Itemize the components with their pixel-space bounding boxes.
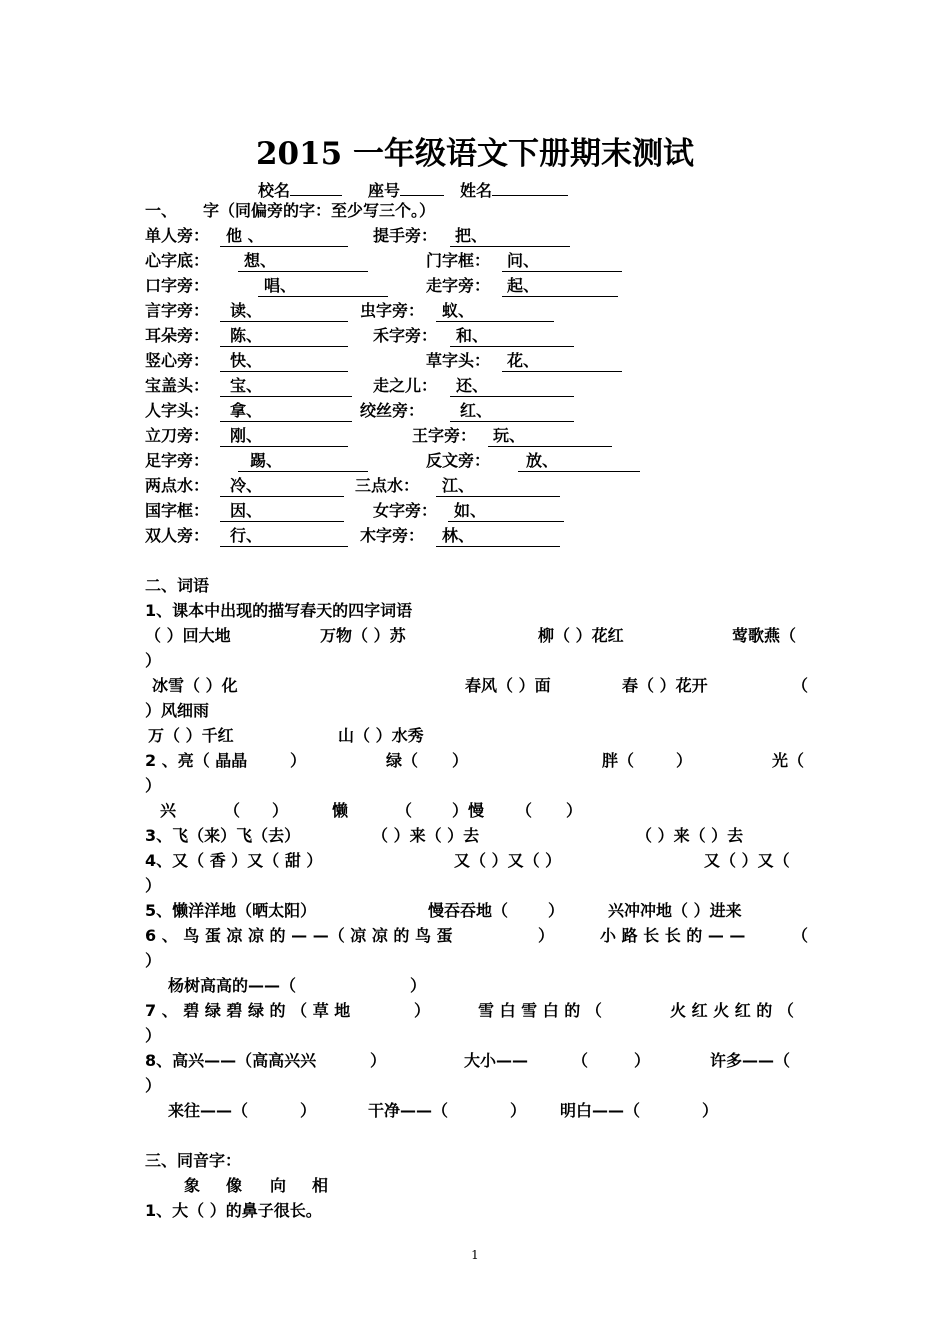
radical-label: 耳朵旁： — [145, 326, 210, 345]
q6-item: ） — [538, 926, 555, 945]
q5-item: ） — [548, 901, 565, 920]
q8-item: ） — [300, 1101, 317, 1120]
radical-answer-blank[interactable]: 还、 — [450, 376, 574, 397]
homophone-char: 像 — [226, 1176, 243, 1195]
radical-answer-blank[interactable]: 读、 — [220, 301, 348, 322]
radical-label: 人字头： — [145, 401, 210, 420]
radical-label: 门字框： — [426, 251, 491, 270]
section2-heading: 二、词语 — [145, 576, 210, 595]
radical-answer-blank[interactable]: 拿、 — [220, 401, 352, 422]
seat-label: 座号 — [368, 181, 401, 200]
radical-answer-blank[interactable]: 唱、 — [258, 276, 388, 297]
q2-item: （ — [224, 801, 241, 820]
radical-label: 走之儿： — [373, 376, 438, 395]
radical-label: 国字框： — [145, 501, 210, 520]
seat-field — [368, 175, 444, 202]
radical-answer-blank[interactable]: 把、 — [450, 226, 570, 247]
radical-answer-blank[interactable]: 行、 — [220, 526, 348, 547]
radical-label: 禾字旁： — [373, 326, 438, 345]
q2-item: （ — [516, 801, 533, 820]
q8-item: 许多——（ — [710, 1051, 791, 1070]
radical-answer-blank[interactable]: 快、 — [220, 351, 348, 372]
q2-item: ）慢 — [452, 801, 485, 820]
q8-item: ） — [702, 1101, 719, 1120]
q4-item: 4、又（ 香 ）又（ 甜 ） — [145, 851, 323, 870]
radical-answer-blank[interactable]: 玩、 — [488, 426, 612, 447]
q2-item: 懒 — [332, 801, 349, 820]
radical-label: 提手旁： — [373, 226, 438, 245]
q7-item: 雪 白 雪 白 的 （ — [478, 1001, 602, 1020]
q2-item: 2 、亮（ 晶晶 — [145, 751, 248, 770]
q5-item: 慢吞吞地（ — [428, 901, 509, 920]
q6-item: 小 路 长 长 的 — — — [600, 926, 746, 945]
q6-item: ） — [145, 951, 162, 970]
q1-item: ）风细雨 — [145, 701, 210, 720]
radical-answer-blank[interactable]: 想、 — [238, 251, 368, 272]
radical-label: 心字底： — [145, 251, 210, 270]
q7-item: ） — [145, 1026, 162, 1045]
radical-answer-blank[interactable]: 踢、 — [238, 451, 368, 472]
q6-item: ） — [410, 976, 427, 995]
radical-label: 王字旁： — [412, 426, 477, 445]
radical-label: 单人旁： — [145, 226, 210, 245]
q1-item: （ — [792, 676, 809, 695]
radical-answer-blank[interactable]: 江、 — [436, 476, 560, 497]
school-label: 校名 — [258, 181, 291, 200]
page-title: 2015 一年级语文下册期末测试 — [255, 136, 695, 172]
q1-item: ） — [145, 651, 162, 670]
q1-item: 柳（ ）花红 — [538, 626, 624, 645]
q8-item: ） — [510, 1101, 527, 1120]
q2-item: ） — [452, 751, 469, 770]
radical-label: 草字头： — [426, 351, 491, 370]
radical-answer-blank[interactable]: 蚁、 — [436, 301, 554, 322]
radical-label: 反文旁： — [426, 451, 491, 470]
radical-answer-blank[interactable]: 如、 — [448, 501, 564, 522]
q5-item: 兴冲冲地（ ）进来 — [608, 901, 742, 920]
homophone-char: 向 — [270, 1176, 287, 1195]
q1-item: 春风（ ）面 — [465, 676, 551, 695]
seat-blank[interactable] — [400, 175, 444, 196]
radical-label: 足字旁： — [145, 451, 210, 470]
q1-item: 春（ ）花开 — [622, 676, 708, 695]
section1-instruction: 字（同偏旁的字：至少写三个。） — [203, 201, 436, 220]
radical-answer-blank[interactable]: 花、 — [502, 351, 622, 372]
q3-item: 3、飞（来）飞（去） — [145, 826, 301, 845]
radical-label: 立刀旁： — [145, 426, 210, 445]
radical-label: 竖心旁： — [145, 351, 210, 370]
radical-answer-blank[interactable]: 红、 — [450, 401, 574, 422]
homophone-char: 象 — [184, 1176, 201, 1195]
radical-label: 两点水： — [145, 476, 210, 495]
q1-title: 1、课本中出现的描写春天的四字词语 — [145, 601, 413, 620]
q4-item: 又（ ）又（ ） — [454, 851, 562, 870]
radical-answer-blank[interactable]: 因、 — [220, 501, 344, 522]
q8-item: 明白——（ — [560, 1101, 641, 1120]
radical-label: 三点水： — [355, 476, 420, 495]
name-blank[interactable] — [492, 175, 568, 196]
page-number: 1 — [471, 1248, 479, 1262]
radical-answer-blank[interactable]: 冷、 — [220, 476, 344, 497]
q8-item: 大小—— — [464, 1051, 529, 1070]
q2-item: ） — [676, 751, 693, 770]
radical-label: 走字旁： — [426, 276, 491, 295]
school-blank[interactable] — [290, 175, 342, 196]
q8-item: 来往——（ — [168, 1101, 249, 1120]
radical-answer-blank[interactable]: 他 、 — [220, 226, 348, 247]
q2-item: 绿（ — [386, 751, 419, 770]
radical-answer-blank[interactable]: 林、 — [436, 526, 560, 547]
q7-item: 7 、 碧 绿 碧 绿 的 （ 草 地 — [145, 1001, 351, 1020]
q8-item: ） — [634, 1051, 651, 1070]
section3-heading: 三、同音字： — [145, 1151, 242, 1170]
q8-item: ） — [145, 1076, 162, 1095]
radical-answer-blank[interactable]: 问、 — [502, 251, 622, 272]
radical-label: 虫字旁： — [360, 301, 425, 320]
q2-item: 兴 — [160, 801, 177, 820]
q4-item: ） — [145, 876, 162, 895]
q1-item: （ ）回大地 — [145, 626, 231, 645]
q1-item: 万（ ）千红 — [148, 726, 234, 745]
q6-item: 杨树高高的——（ — [168, 976, 297, 995]
q1-item: 万物（ ）苏 — [320, 626, 406, 645]
section1-number: 一、 — [145, 201, 178, 220]
q2-item: ） — [290, 751, 307, 770]
homophone-char: 相 — [312, 1176, 329, 1195]
name-label: 姓名 — [460, 181, 493, 200]
name-field — [460, 175, 568, 202]
q2-item: 光（ — [772, 751, 805, 770]
q6-item: 6 、 鸟 蛋 凉 凉 的 — —（ 凉 凉 的 鸟 蛋 — [145, 926, 453, 945]
section1-heading — [145, 200, 177, 222]
radical-label: 女字旁： — [373, 501, 438, 520]
radical-label: 口字旁： — [145, 276, 210, 295]
radical-answer-blank[interactable]: 陈、 — [220, 326, 348, 347]
radical-label: 绞丝旁： — [360, 401, 425, 420]
q6-item: （ — [792, 926, 809, 945]
q8-item: ） — [370, 1051, 387, 1070]
section3-q1: 1、大（ ）的鼻子很长。 — [145, 1201, 322, 1220]
q8-item: （ — [572, 1051, 589, 1070]
radical-label: 木字旁： — [360, 526, 425, 545]
school-field — [258, 175, 342, 202]
q2-item: 胖（ — [602, 751, 635, 770]
q7-item: ） — [414, 1001, 431, 1020]
radical-answer-blank[interactable]: 放、 — [518, 451, 640, 472]
q4-item: 又（ ）又（ — [704, 851, 790, 870]
radical-label: 言字旁： — [145, 301, 210, 320]
q2-item: ） — [272, 801, 289, 820]
q1-item: 冰雪（ ）化 — [152, 676, 238, 695]
radical-answer-blank[interactable]: 和、 — [450, 326, 574, 347]
radical-answer-blank[interactable]: 宝、 — [220, 376, 352, 397]
q1-item: 山（ ）水秀 — [338, 726, 424, 745]
radical-answer-blank[interactable]: 起、 — [502, 276, 618, 297]
q3-item: （ ）来（ ）去 — [372, 826, 480, 845]
radical-label: 宝盖头： — [145, 376, 210, 395]
q1-item: 莺歌燕（ — [732, 626, 797, 645]
q8-item: 8、高兴——（高高兴兴 — [145, 1051, 317, 1070]
radical-label: 双人旁： — [145, 526, 210, 545]
q2-item: ） — [566, 801, 583, 820]
q2-item: （ — [396, 801, 413, 820]
q3-item: （ ）来（ ）去 — [636, 826, 744, 845]
radical-answer-blank[interactable]: 刚、 — [220, 426, 348, 447]
q5-item: 5、懒洋洋地（晒太阳） — [145, 901, 317, 920]
q7-item: 火 红 火 红 的 （ — [670, 1001, 794, 1020]
q8-item: 干净——（ — [368, 1101, 449, 1120]
q2-item: ） — [145, 776, 162, 795]
